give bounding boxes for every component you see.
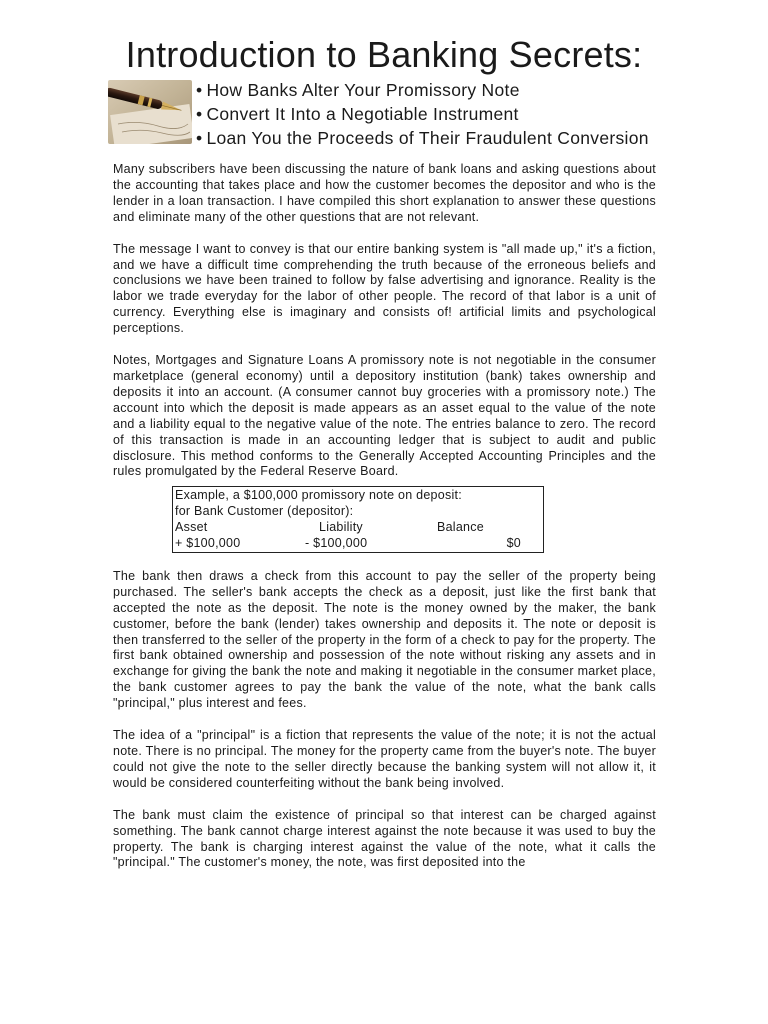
paragraph: Notes, Mortgages and Signature Loans A promissory note is not negotiable in the consumer marketplace (general economy) until a depository institution (bank) takes ownership and deposits it into an account. (A consumer cannot buy groceries with a promissory note.) The account into which the deposit is made appears as an asset equal to the value of the note and a liability equal to the negative value of the note. The entries balance to zero. The record of this transaction is made in an accounting ledger that is subject to audit and public disclosure. This method conforms to the Generally Accepted Accounting Principles and the rules promulgated by the Federal Reserve Board.	[113, 353, 656, 479]
example-line: for Bank Customer (depositor):	[175, 504, 354, 519]
asset-value: + $100,000	[175, 536, 241, 551]
fountain-pen-icon	[108, 80, 192, 144]
bullet-item: • Loan You the Proceeds of Their Fraudulent Conversion	[196, 126, 649, 150]
paragraph: The bank then draws a check from this account to pay the seller of the property being purchased. The seller's bank accepts the check as a deposit, just like the first bank that accepted the note as the deposit. The note is the money owned by the maker, the bank customer, before the bank (lender) takes ownership and deposits it. The note or deposit is then transferred to the seller of the property in the form of a check to pay for the property. The first bank obtained ownership and possession of the note without risking any assets and in exchange for giving the bank the note and making it negotiable in the consumer market place, the bank customer agrees to pay the bank the value of the note, what the bank calls "principal," plus interest and fees.	[113, 568, 656, 711]
balance-header: Balance	[437, 520, 484, 535]
paragraph: Many subscribers have been discussing the nature of bank loans and asking questions about the accounting that takes place and how the customer becomes the depositor and who is the lender in a loan transaction. I have compiled this short explanation to answer these questions and eliminate many of the other questions that are not relevant.	[113, 162, 656, 224]
liability-value: - $100,000	[305, 536, 368, 551]
bullet-item: • Convert It Into a Negotiable Instrument	[196, 102, 649, 126]
paragraph: The bank must claim the existence of principal so that interest can be charged against something. The bank cannot charge interest against the note because it was used to buy the property. The bank is charging interest against the value of the note, what it calls the "principal." The customer's money, the note, was first deposited into the	[113, 807, 656, 870]
example-header-row	[175, 520, 541, 536]
liability-header: Liability	[319, 520, 363, 535]
balance-value: $0	[506, 536, 521, 551]
paragraph: The message I want to convey is that our entire banking system is "all made up," it's a fiction, and we have a difficult time comprehending the truth because of the erroneous beliefs and conclusions we have been trained to follow by false advertising and ignorance. Reality is the labor we trade everyday for the labor of other people. The record of that labor is a unit of currency. Everything else is imaginary and consists of! artificial limits and psychological perceptions.	[113, 241, 656, 336]
bullet-list	[196, 78, 649, 150]
fountain-pen-image	[108, 80, 192, 144]
example-line: Example, a $100,000 promissory note on deposit:	[175, 488, 462, 503]
paragraph: The idea of a "principal" is a fiction that represents the value of the note; it is not the actual note. There is no principal. The money for the property came from the buyer's note. The buyer could not give the note to the seller directly because the banking system will not allow it, it would be considered counterfeiting without the bank being involved.	[113, 728, 656, 790]
asset-header: Asset	[175, 520, 208, 535]
example-box	[172, 486, 544, 553]
document-body	[113, 162, 656, 887]
example-value-row	[175, 536, 541, 552]
page-title: Introduction to Banking Secrets:	[125, 34, 643, 75]
bullet-item: • How Banks Alter Your Promissory Note	[196, 78, 649, 102]
